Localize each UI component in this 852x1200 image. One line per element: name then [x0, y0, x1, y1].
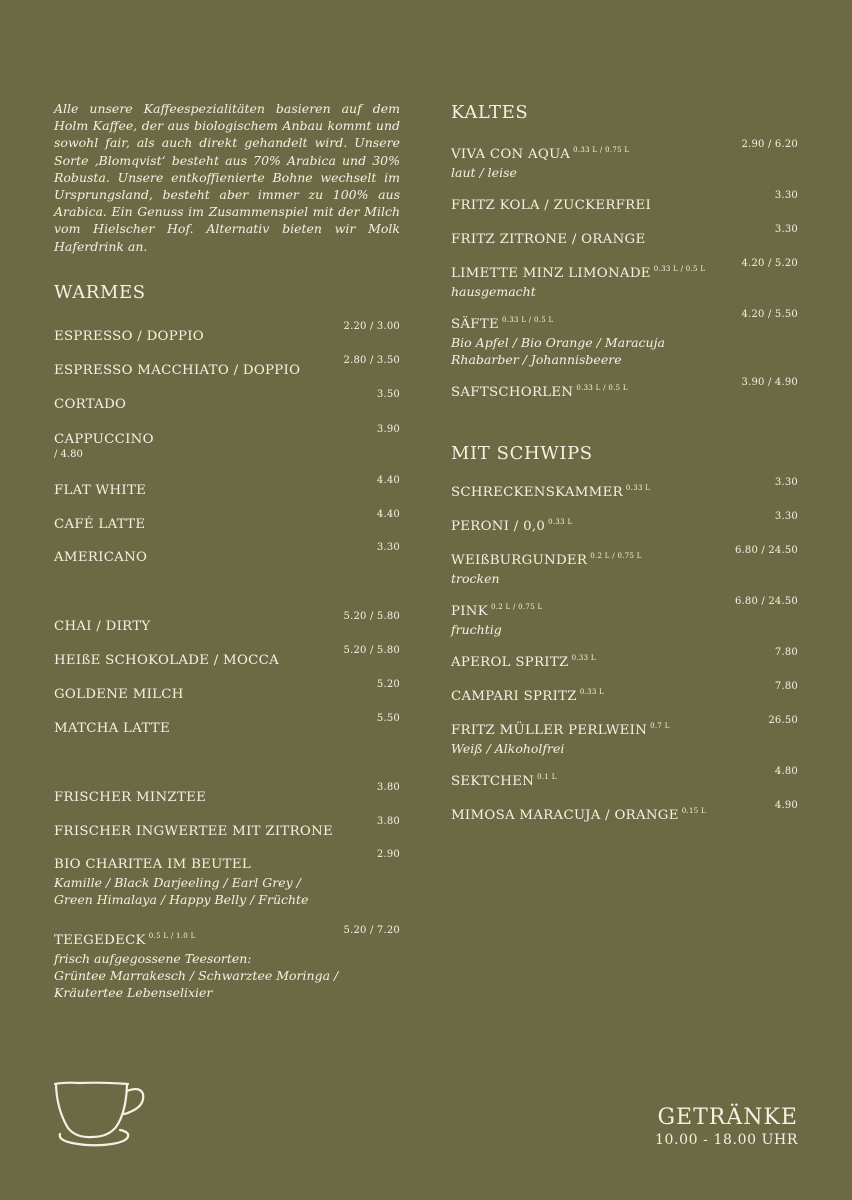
item-name: CAFÉ LATTE — [54, 517, 146, 532]
item-price: 6.80 / 24.50 — [734, 596, 798, 607]
item-price: 4.40 — [376, 475, 400, 486]
footer-title: GETRÄNKE — [657, 1105, 798, 1130]
item-price: 7.80 — [774, 647, 798, 658]
item-price: 5.20 / 7.20 — [343, 925, 400, 936]
item-volume: 0.2 L / 0.75 L — [490, 603, 543, 611]
menu-item — [451, 800, 798, 825]
item-name: AMERICANO — [54, 550, 148, 565]
item-name: PERONI / 0,0 — [451, 519, 546, 534]
item-volume: 0.33 L — [548, 518, 573, 526]
item-subline: / 4.80 — [54, 449, 83, 460]
menu-item — [451, 139, 798, 181]
menu-item — [54, 849, 400, 908]
item-name: SCHRECKENSKAMMER — [451, 485, 623, 500]
section-title-warmes: WARMES — [54, 282, 146, 303]
item-name: FRITZ KOLA / ZUCKERFREI — [451, 198, 652, 213]
item-price: 5.20 / 5.80 — [343, 611, 400, 622]
item-description: laut / leise — [451, 165, 517, 180]
menu-item — [54, 713, 400, 738]
menu-item — [451, 647, 798, 672]
item-price: 7.80 — [774, 681, 798, 692]
item-name: FRISCHER MINZTEE — [54, 790, 207, 805]
item-name: LIMETTE MINZ LIMONADE — [451, 266, 651, 281]
item-price: 4.90 — [774, 800, 798, 811]
intro-text: Alle unsere Kaffeespezialitäten basieren auf dem Holm Kaffee, der aus biologischem Anbau kommt und sowohl fair, als auch direkt gehandelt wird. Unsere Sorte ‚Blomqvist‘ besteht aus 70% Arabica und 30% Robusta. Unsere entkoffienierte Bohne wechselt im Ursprungsland, besteht aber immer zu 100% aus Arabica. Ein Genuss im Zusammenspiel mit der Milch vom Hielscher Hof. Alternativ bieten wir Molk Haferdrink an. — [54, 101, 400, 254]
menu-item — [54, 389, 400, 414]
menu-item — [451, 681, 798, 706]
coffee-cup-icon — [50, 1076, 150, 1154]
item-price: 5.20 — [376, 679, 400, 690]
item-price: 3.30 — [774, 224, 798, 235]
item-volume: 0.7 L — [650, 722, 670, 730]
item-description: Kräutertee Lebenselixier — [54, 985, 213, 1000]
item-volume: 0.33 L — [571, 654, 596, 662]
menu-item — [54, 782, 400, 807]
item-name: MIMOSA MARACUJA / ORANGE — [451, 808, 679, 823]
menu-item — [54, 679, 400, 704]
item-price: 2.20 / 3.00 — [343, 321, 400, 332]
item-name: BIO CHARITEA IM BEUTEL — [54, 857, 251, 872]
item-name: FRISCHER INGWERTEE MIT ZITRONE — [54, 824, 334, 839]
menu-item — [54, 816, 400, 841]
item-description: frisch aufgegossene Teesorten: — [54, 951, 252, 966]
item-name: MATCHA LATTE — [54, 721, 170, 736]
menu-item — [451, 766, 798, 791]
item-volume: 0.1 L — [537, 773, 557, 781]
footer — [655, 1104, 798, 1148]
item-name: FLAT WHITE — [54, 483, 147, 498]
menu-item — [451, 511, 798, 536]
item-name: CAMPARI SPRITZ — [451, 689, 577, 704]
item-price: 4.20 / 5.20 — [741, 258, 798, 269]
item-description: fruchtig — [451, 622, 502, 637]
item-name: CORTADO — [54, 397, 127, 412]
opening-hours: 10.00 - 18.00 UHR — [655, 1132, 798, 1148]
item-name: PINK — [451, 604, 488, 619]
menu-item — [451, 477, 798, 502]
menu-item — [451, 377, 798, 402]
item-volume: 0.33 L / 0.75 L — [573, 146, 630, 154]
item-price: 3.80 — [376, 816, 400, 827]
menu-item — [451, 545, 798, 587]
item-price: 3.50 — [376, 389, 400, 400]
item-description: Grüntee Marrakesch / Schwarztee Moringa / — [54, 968, 339, 983]
item-price: 3.30 — [774, 511, 798, 522]
item-volume: 0.2 L / 0.75 L — [590, 552, 642, 560]
item-description: hausgemacht — [451, 284, 536, 299]
item-volume: 0.5 L / 1.0 L — [148, 932, 196, 940]
item-price: 5.50 — [376, 713, 400, 724]
item-name: ESPRESSO / DOPPIO — [54, 329, 205, 344]
item-volume: 0.33 L — [625, 484, 651, 492]
item-price: 2.90 / 6.20 — [741, 139, 798, 150]
section-title-schwips: MIT SCHWIPS — [451, 443, 593, 464]
item-name: SAFTSCHORLEN — [451, 385, 574, 400]
menu-item — [451, 224, 798, 249]
menu-item — [54, 321, 400, 346]
item-price: 4.80 — [774, 766, 798, 777]
menu-item — [451, 596, 798, 638]
item-price: 3.80 — [376, 782, 400, 793]
item-volume: 0.33 L — [579, 688, 605, 696]
item-price: 3.30 — [376, 542, 400, 553]
item-volume: 0.33 L / 0.5 L — [576, 384, 628, 392]
item-name: SÄFTE — [451, 317, 500, 332]
item-volume: 0.15 L — [681, 807, 706, 815]
item-price: 4.20 / 5.50 — [741, 309, 798, 320]
item-price: 3.30 — [774, 477, 798, 488]
item-name: GOLDENE MILCH — [54, 687, 184, 702]
item-price: 26.50 — [768, 715, 798, 726]
item-description: Green Himalaya / Happy Belly / Früchte — [54, 892, 309, 907]
section-title-kaltes: KALTES — [451, 102, 529, 123]
menu-item — [54, 925, 400, 1001]
item-description: Rhabarber / Johannisbeere — [451, 352, 622, 367]
item-description: trocken — [451, 571, 500, 586]
item-name: CAPPUCCINO — [54, 432, 154, 447]
item-volume: 0.33 L / 0.5 L — [653, 265, 706, 273]
menu-item — [451, 715, 798, 757]
menu-item — [54, 542, 400, 567]
item-description: Kamille / Black Darjeeling / Earl Grey / — [54, 875, 301, 890]
item-name: WEIßBURGUNDER — [451, 553, 588, 568]
item-name: FRITZ MÜLLER PERLWEIN — [451, 723, 648, 738]
menu-item — [451, 309, 798, 368]
item-price: 3.30 — [774, 190, 798, 201]
item-price: 4.40 — [376, 509, 400, 520]
menu-item — [54, 475, 400, 500]
item-price: 6.80 / 24.50 — [734, 545, 798, 556]
item-name: HEIßE SCHOKOLADE / MOCCA — [54, 653, 280, 668]
item-price: 2.90 — [376, 849, 400, 860]
menu-item — [54, 424, 400, 460]
item-name: TEEGEDECK — [54, 933, 146, 948]
item-price: 3.90 / 4.90 — [741, 377, 798, 388]
menu-item — [54, 355, 400, 380]
item-price: 5.20 / 5.80 — [343, 645, 400, 656]
item-name: SEKTCHEN — [451, 774, 535, 789]
menu-item — [54, 509, 400, 534]
menu-item — [54, 611, 400, 636]
item-name: CHAI / DIRTY — [54, 619, 151, 634]
menu-item — [451, 258, 798, 300]
item-description: Weiß / Alkoholfrei — [451, 741, 565, 756]
item-price: 2.80 / 3.50 — [343, 355, 400, 366]
menu-item — [451, 190, 798, 215]
item-name: ESPRESSO MACCHIATO / DOPPIO — [54, 363, 301, 378]
menu-item — [54, 645, 400, 670]
item-name: VIVA CON AQUA — [451, 147, 571, 162]
item-volume: 0.33 L / 0.5 L — [502, 316, 554, 324]
item-price: 3.90 — [376, 424, 400, 435]
item-name: FRITZ ZITRONE / ORANGE — [451, 232, 646, 247]
item-description: Bio Apfel / Bio Orange / Maracuja — [451, 335, 665, 350]
item-name: APEROL SPRITZ — [451, 655, 569, 670]
